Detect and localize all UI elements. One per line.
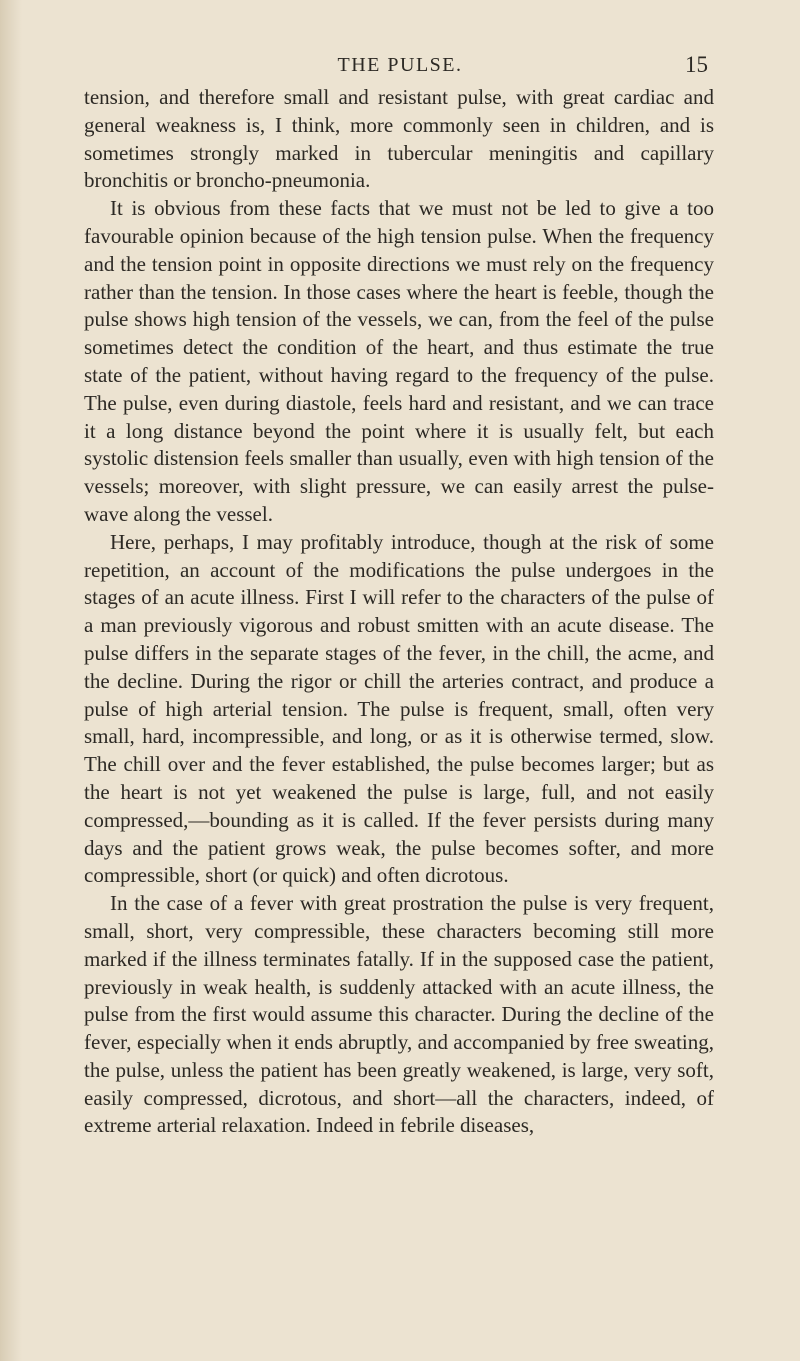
paragraph-2: It is obvious from these facts that we must not be led to give a too favourable opinion because of the high tension pulse. When the frequency and the tension point in opposite directions we must rely on the frequency rather than the tension. In those cases where the heart is feeble, though the pulse shows high tension of the vessels, we can, from the feel of the pulse sometimes detect the condition of the heart, and thus estimate the true state of the patient, without having regard to the frequency of the pulse. The pulse, even during diastole, feels hard and resistant, and we can trace it a long distance beyond the point where it is usually felt, but each systolic distension feels smaller than usually, even with high tension of the vessels; moreover, with slight pressure, we can easily arrest the pulse-wave along the vessel.	[84, 196, 714, 526]
page-header	[0, 54, 800, 84]
paragraph-4: In the case of a fever with great prostration the pulse is very frequent, small, short, very compressible, these characters becoming still more marked if the illness terminates fatally. If in the supposed case the patient, previously in weak health, is suddenly attacked with an acute illness, the pulse from the first would assume this character. During the decline of the fever, especially when it ends abruptly, and accompanied by free sweating, the pulse, unless the patient has been greatly weakened, is large, very soft, easily compressed, dicrotous, and short—all the characters, indeed, of extreme arterial relaxation. Indeed in febrile diseases,	[84, 891, 714, 1138]
paragraph-3: Here, perhaps, I may profitably introduce, though at the risk of some repetition, an account of the modifications the pulse undergoes in the stages of an acute illness. First I will refer to the characters of the pulse of a man previously vigorous and robust smitten with an acute disease. The pulse differs in the separate stages of the fever, in the chill, the acme, and the decline. During the rigor or chill the arteries contract, and produce a pulse of high arterial tension. The pulse is frequent, small, often very small, hard, incompressible, and long, or as it is otherwise termed, slow. The chill over and the fever established, the pulse becomes larger; but as the heart is not yet weakened the pulse is large, full, and not easily compressed,—bounding as it is called. If the fever persists during many days and the patient grows weak, the pulse becomes softer, and more compressible, short (or quick) and often dicrotous.	[84, 529, 714, 888]
body-text	[84, 84, 714, 1140]
paragraph-1: tension, and therefore small and resistant pulse, with great cardiac and general weakness is, I think, more commonly seen in children, and is sometimes strongly marked in tubercular meningitis and capillary bronchitis or broncho-pneumonia.	[84, 85, 714, 193]
page-gutter-shadow	[0, 0, 22, 1361]
page-number: 15	[685, 52, 708, 77]
running-title: THE PULSE.	[337, 54, 463, 76]
